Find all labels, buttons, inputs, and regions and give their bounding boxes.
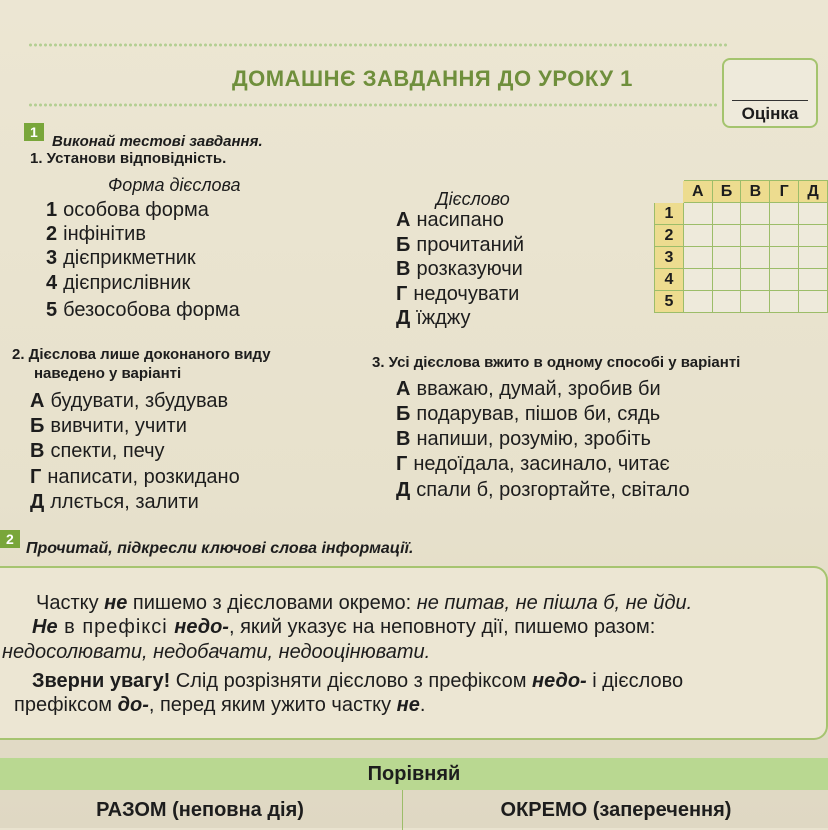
- grid-cell[interactable]: [741, 225, 770, 247]
- q1-left-item: 3 дієприкметник: [46, 247, 196, 269]
- q2-option: Б вивчити, учити: [30, 415, 187, 437]
- q1-right-item: Г недочувати: [396, 283, 520, 305]
- grid-cell[interactable]: [770, 225, 799, 247]
- q1-right-header: Дієслово: [436, 189, 510, 209]
- rule-line-5: префіксом до-, перед яким ужито частку не.: [14, 694, 426, 716]
- q3-option: А вважаю, думай, зробив би: [396, 378, 661, 400]
- q1-prompt: 1. Установи відповідність.: [30, 150, 227, 167]
- q1-right-item: А насипано: [396, 209, 504, 231]
- rule-line-4: Зверни увагу! Слід розрізняти дієслово з префіксом недо- і дієслово: [32, 670, 684, 692]
- grid-row-header: 2: [655, 225, 684, 247]
- grid-cell[interactable]: [799, 291, 828, 313]
- grid-cell[interactable]: [770, 203, 799, 225]
- grid-row-header: 4: [655, 269, 684, 291]
- grid-cell[interactable]: [683, 269, 712, 291]
- grid-col-header: Г: [770, 181, 799, 203]
- grid-cell[interactable]: [799, 225, 828, 247]
- q1-right-item: Б прочитаний: [396, 234, 525, 256]
- grid-cell[interactable]: [712, 291, 741, 313]
- task1-heading: Виконай тестові завдання.: [52, 133, 263, 150]
- grid-cell[interactable]: [770, 291, 799, 313]
- page-title: ДОМАШНЄ ЗАВДАННЯ ДО УРОКУ 1: [232, 66, 633, 91]
- q3-option: Д спали б, розгортайте, світало: [396, 479, 690, 501]
- q2-option: В спекти, печу: [30, 440, 165, 462]
- rule-line-1: Частку не пишемо з дієсловами окремо: не питав, не пішла б, не йди.: [36, 592, 693, 614]
- grade-box[interactable]: [722, 58, 818, 128]
- q2-option: Д ллється, залити: [30, 491, 199, 513]
- grade-label: Оцінка: [741, 104, 799, 123]
- grid-row-header: 1: [655, 203, 684, 225]
- q3-prompt: 3. Усі дієслова вжито в одному способі у варіанті: [372, 354, 741, 371]
- q2-option: А будувати, збудував: [30, 390, 229, 412]
- grid-cell[interactable]: [799, 247, 828, 269]
- grid-cell[interactable]: [683, 225, 712, 247]
- answer-grid: [654, 180, 828, 313]
- q2-prompt-line1: 2. Дієслова лише доконаного виду: [12, 346, 271, 363]
- rule-box: [0, 566, 828, 740]
- q1-left-item: 5 безособова форма: [46, 299, 240, 321]
- q2-option: Г написати, розкидано: [30, 466, 240, 488]
- grid-cell[interactable]: [741, 291, 770, 313]
- q3-option: В напиши, розумію, зробіть: [396, 428, 651, 450]
- grid-cell[interactable]: [741, 269, 770, 291]
- task2-number-badge: 2: [0, 530, 20, 548]
- compare-table: [0, 758, 828, 828]
- q1-right-item: В розказуючи: [396, 258, 523, 280]
- grid-cell[interactable]: [683, 247, 712, 269]
- grid-col-header: Б: [712, 181, 741, 203]
- grid-cell[interactable]: [683, 203, 712, 225]
- grid-cell[interactable]: [683, 291, 712, 313]
- q1-left-item: 2 інфінітив: [46, 223, 146, 245]
- q1-left-item: 1 особова форма: [46, 199, 209, 221]
- rule-line-3: недосолювати, недобачати, недооцінювати.: [2, 641, 431, 663]
- q1-left-header: Форма дієслова: [108, 175, 241, 195]
- grid-col-header: Д: [799, 181, 828, 203]
- dotted-border-bottom: [28, 102, 718, 108]
- grid-cell[interactable]: [741, 247, 770, 269]
- grid-col-header: А: [683, 181, 712, 203]
- q2-prompt-line2: наведено у варіанті: [34, 365, 182, 382]
- task2-heading: Прочитай, підкресли ключові слова інформації.: [26, 540, 414, 557]
- grid-cell[interactable]: [799, 203, 828, 225]
- grid-cell[interactable]: [770, 269, 799, 291]
- grid-cell[interactable]: [770, 247, 799, 269]
- grid-col-header: В: [741, 181, 770, 203]
- grid-cell[interactable]: [799, 269, 828, 291]
- rule-line-2: Не в префіксі недо-, який указує на неповноту дії, пишемо разом:: [32, 616, 656, 638]
- compare-heading: Порівняй: [0, 758, 828, 790]
- compare-left-header: РАЗОМ (неповна дія): [96, 799, 304, 821]
- q1-left-item: 4 дієприслівник: [46, 272, 191, 294]
- task1-number-badge: 1: [24, 123, 44, 141]
- grid-corner: [655, 181, 684, 203]
- grid-row-header: 3: [655, 247, 684, 269]
- grid-row-header: 5: [655, 291, 684, 313]
- dotted-border-top: [28, 42, 728, 48]
- compare-right-header: ОКРЕМО (заперечення): [402, 790, 828, 830]
- grid-cell[interactable]: [712, 269, 741, 291]
- grid-cell[interactable]: [712, 203, 741, 225]
- grade-line: [732, 100, 808, 101]
- grid-cell[interactable]: [741, 203, 770, 225]
- q1-right-item: Д їжджу: [396, 307, 471, 329]
- grid-cell[interactable]: [712, 247, 741, 269]
- q3-option: Б подарував, пішов би, сядь: [396, 403, 661, 425]
- q3-option: Г недоїдала, засинало, читає: [396, 453, 670, 475]
- grid-cell[interactable]: [712, 225, 741, 247]
